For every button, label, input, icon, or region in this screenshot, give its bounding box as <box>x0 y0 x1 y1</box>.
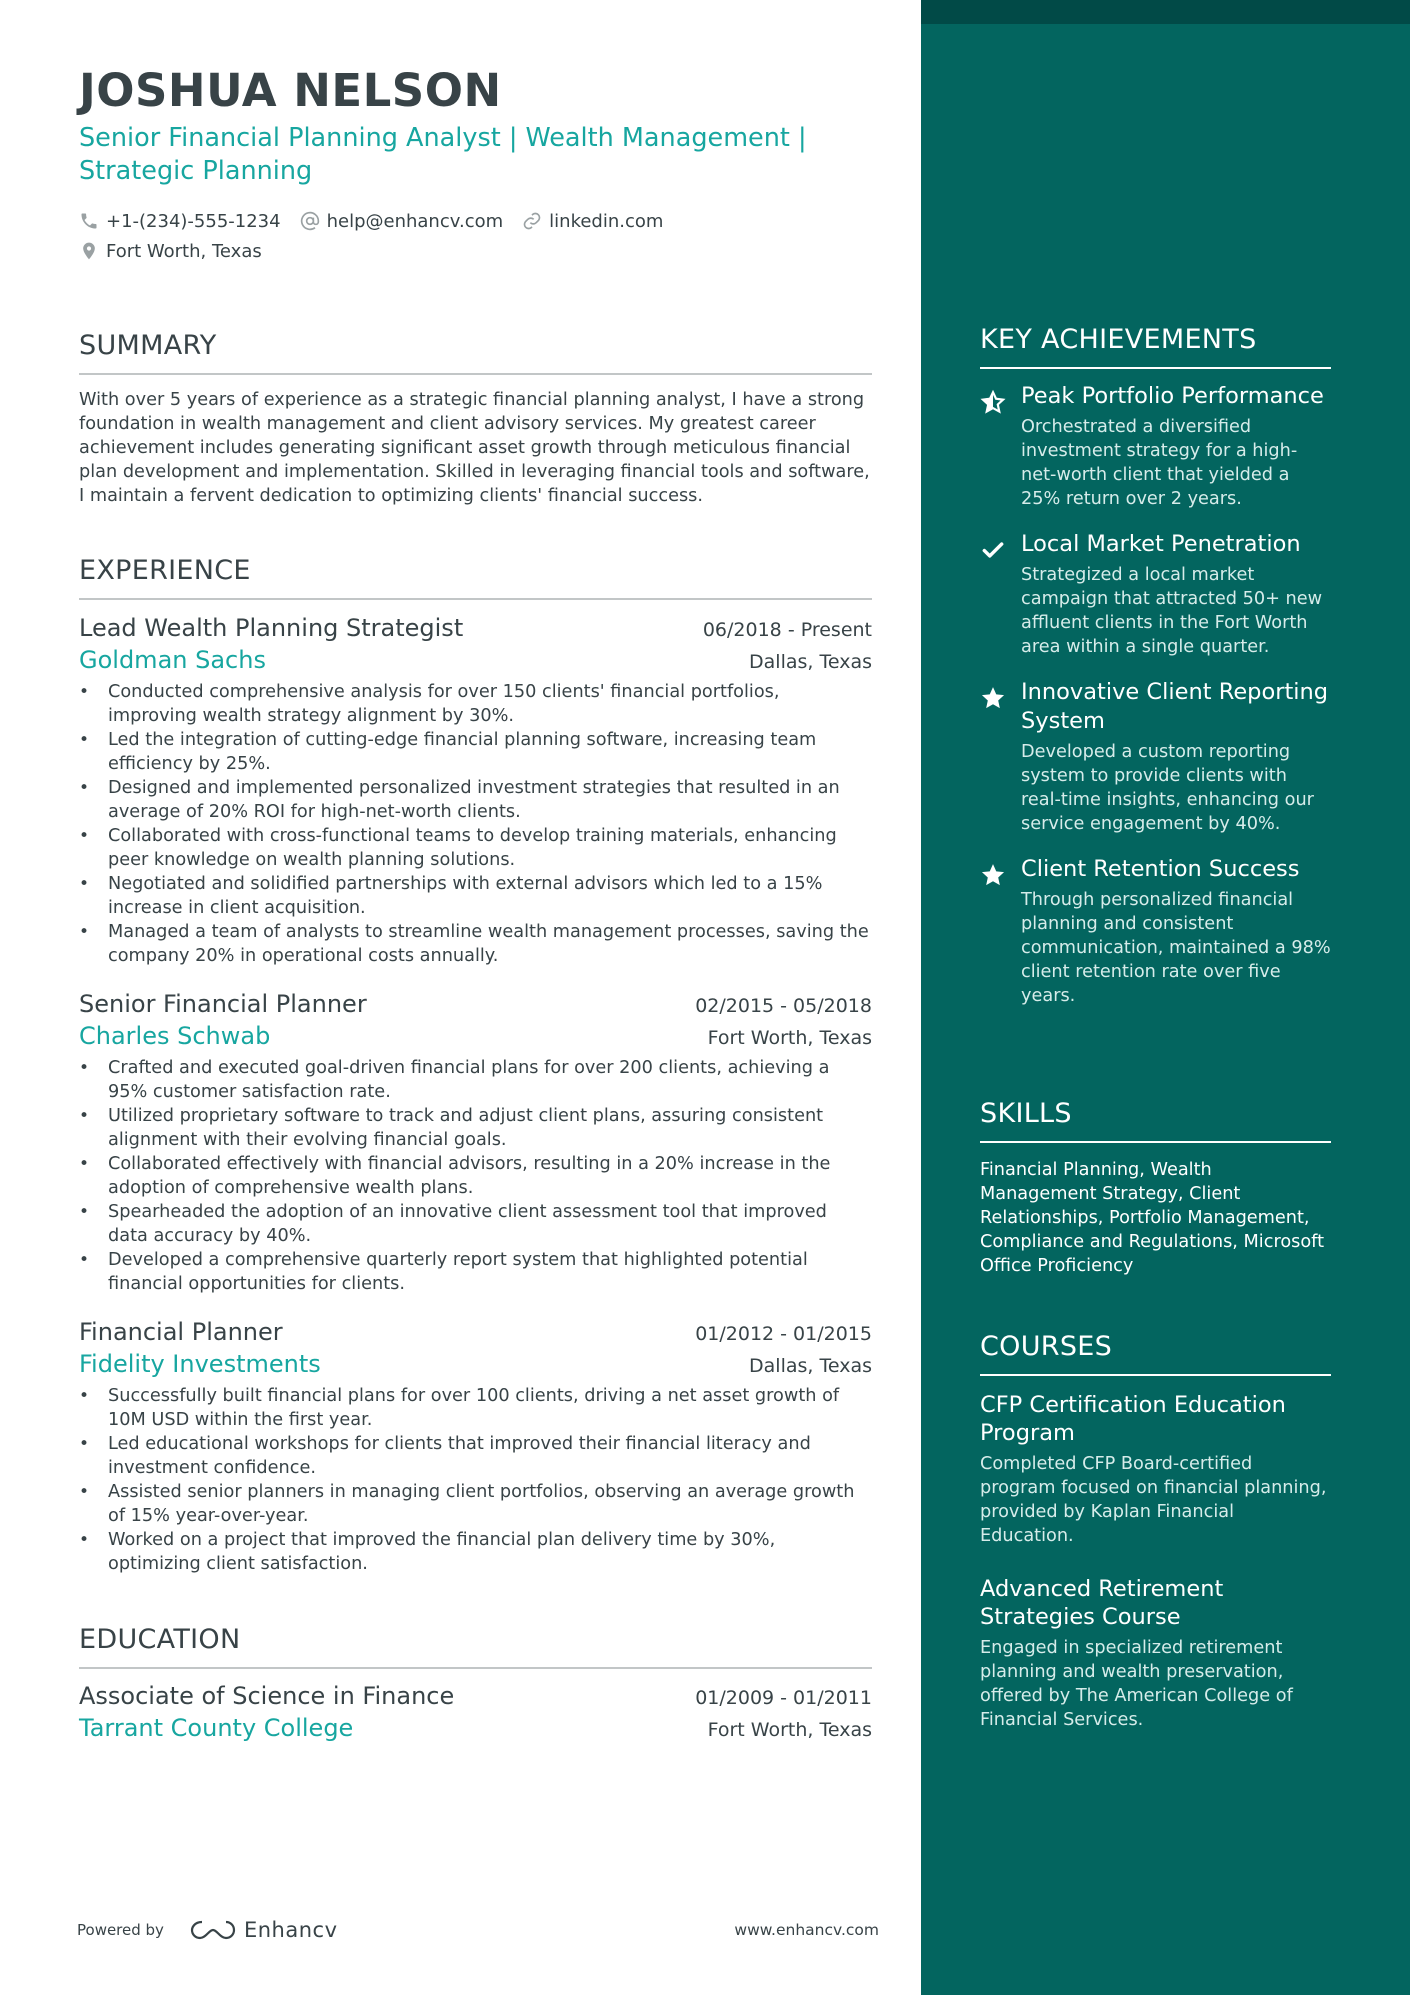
degree-title: Associate of Science in Finance <box>79 1682 455 1710</box>
contact-phone[interactable] <box>79 211 281 232</box>
job-list <box>79 612 872 1576</box>
main-column <box>79 62 872 1744</box>
contact-location <box>79 241 262 262</box>
achievements-title: KEY ACHIEVEMENTS <box>980 322 1331 369</box>
experience-section <box>79 553 872 1576</box>
skills-section <box>980 1096 1331 1278</box>
job-title: Financial Planner <box>79 1318 283 1346</box>
footer <box>77 1912 879 1948</box>
job-location: Dallas, Texas <box>749 1355 872 1377</box>
achievement-description: Strategized a local market campaign that attracted 50+ new affluent clients in the Fort Worth area within a single quarter. <box>1021 565 1323 657</box>
achievement-description: Developed a custom reporting system to provide clients with real-time insights, enhancing our service engagement by 40%. <box>1021 742 1314 834</box>
bullet-item: • Assisted senior planners in managing client portfolios, observing an average growth of 15% year-over-year. <box>79 1480 872 1528</box>
education-entry <box>79 1680 872 1744</box>
summary-title: SUMMARY <box>79 328 872 375</box>
job-title: Lead Wealth Planning Strategist <box>79 614 464 642</box>
phone-icon <box>79 211 99 231</box>
job-bullets <box>79 680 872 968</box>
enhancv-logo-icon <box>190 1918 236 1942</box>
company-name: Goldman Sachs <box>79 646 266 674</box>
experience-title: EXPERIENCE <box>79 553 872 600</box>
achievements-section <box>980 322 1331 1008</box>
email-text: help@enhancv.com <box>326 210 504 232</box>
company-name: Charles Schwab <box>79 1022 271 1050</box>
at-sign-icon <box>300 211 320 231</box>
candidate-headline: Senior Financial Planning Analyst | Wealth Management | Strategic Planning <box>79 123 807 186</box>
phone-text: +1-(234)-555-1234 <box>106 210 281 232</box>
job-location: Dallas, Texas <box>749 651 872 673</box>
job-entry <box>79 988 872 1296</box>
achievement-title: Innovative Client Reporting System <box>1021 679 1329 734</box>
job-dates: 02/2015 - 05/2018 <box>695 995 872 1017</box>
website-link[interactable]: www.enhancv.com <box>734 1921 879 1939</box>
enhancv-brand-text: Enhancv <box>243 1918 338 1942</box>
education-section <box>79 1622 872 1744</box>
contact-email[interactable] <box>300 211 504 232</box>
job-location: Fort Worth, Texas <box>707 1027 872 1049</box>
courses-section <box>980 1329 1331 1732</box>
bullet-item: • Negotiated and solidified partnerships with external advisors which led to a 15% increase in client acquisition. <box>79 872 872 920</box>
education-dates: 01/2009 - 01/2011 <box>695 1687 872 1709</box>
education-title: EDUCATION <box>79 1622 872 1669</box>
course-item <box>980 1575 1331 1732</box>
achievement-item <box>980 855 1331 1008</box>
bullet-item: • Developed a comprehensive quarterly report system that highlighted potential financial opportunities for clients. <box>79 1248 872 1296</box>
course-list <box>980 1391 1331 1732</box>
bullet-item: • Utilized proprietary software to track and adjust client plans, assuring consistent alignment with their evolving financial goals. <box>79 1104 872 1152</box>
summary-text: With over 5 years of experience as a strategic financial planning analyst, I have a strong foundation in wealth management and client advisory services. My greatest career achievement includes generating significant asset growth through meticulous financial plan development and implementation. Skilled in leveraging financial tools and software, I maintain a fervent dedication to optimizing clients' financial success. <box>79 390 870 506</box>
education-location: Fort Worth, Texas <box>707 1719 872 1741</box>
achievement-title: Client Retention Success <box>1021 856 1300 882</box>
bullet-item: • Crafted and executed goal-driven financial plans for over 200 clients, achieving a 95% customer satisfaction rate. <box>79 1056 872 1104</box>
achievement-item <box>980 382 1331 511</box>
summary-section <box>79 328 872 508</box>
course-title: Advanced Retirement Strategies Course <box>980 1576 1224 1630</box>
school-name: Tarrant County College <box>79 1714 354 1742</box>
job-bullets <box>79 1056 872 1296</box>
course-item <box>980 1391 1331 1548</box>
star-icon <box>980 855 1021 1008</box>
job-entry <box>79 612 872 968</box>
course-title: CFP Certification Education Program <box>980 1392 1286 1446</box>
achievement-item <box>980 530 1331 659</box>
skills-title: SKILLS <box>980 1096 1331 1143</box>
bullet-item: • Successfully built financial plans for over 100 clients, driving a net asset growth of 10M USD within the first year. <box>79 1384 872 1432</box>
location-text: Fort Worth, Texas <box>106 240 262 262</box>
contact-linkedin[interactable] <box>522 211 663 232</box>
achievement-title: Peak Portfolio Performance <box>1021 383 1324 409</box>
linkedin-text: linkedin.com <box>549 210 664 232</box>
course-description: Engaged in specialized retirement planning and wealth preservation, offered by The American College of Financial Services. <box>980 1638 1293 1730</box>
bullet-item: • Conducted comprehensive analysis for over 150 clients' financial portfolios, improving wealth strategy alignment by 30%. <box>79 680 872 728</box>
bullet-item: • Collaborated with cross-functional teams to develop training materials, enhancing peer knowledge on wealth planning solutions. <box>79 824 872 872</box>
achievement-item <box>980 678 1331 836</box>
link-icon <box>522 211 542 231</box>
achievement-title: Local Market Penetration <box>1021 531 1301 557</box>
achievement-description: Orchestrated a diversified investment strategy for a high-net-worth client that yielded a 25% return over 2 years. <box>1021 417 1298 509</box>
bullet-item: • Designed and implemented personalized investment strategies that resulted in an average of 20% ROI for high-net-worth clients. <box>79 776 872 824</box>
bullet-item: • Led the integration of cutting-edge financial planning software, increasing team efficiency by 25%. <box>79 728 872 776</box>
bullet-item: • Led educational workshops for clients that improved their financial literacy and investment confidence. <box>79 1432 872 1480</box>
achievement-description: Through personalized financial planning and consistent communication, maintained a 98% client retention rate over five years. <box>1021 890 1331 1006</box>
bullet-item: • Collaborated effectively with financial advisors, resulting in a 20% increase in the adoption of comprehensive wealth plans. <box>79 1152 872 1200</box>
achievement-list <box>980 382 1331 1008</box>
company-name: Fidelity Investments <box>79 1350 321 1378</box>
job-bullets <box>79 1384 872 1576</box>
course-description: Completed CFP Board-certified program focused on financial planning, provided by Kaplan Financial Education. <box>980 1454 1327 1546</box>
job-title: Senior Financial Planner <box>79 990 367 1018</box>
job-dates: 01/2012 - 01/2015 <box>695 1323 872 1345</box>
job-dates: 06/2018 - Present <box>702 619 872 641</box>
star-half-icon <box>980 382 1021 511</box>
bullet-item: • Worked on a project that improved the financial plan delivery time by 30%, optimizing client satisfaction. <box>79 1528 872 1576</box>
courses-title: COURSES <box>980 1329 1331 1376</box>
checkmark-icon <box>980 530 1021 659</box>
star-icon <box>980 678 1021 836</box>
contact-info <box>79 206 872 266</box>
bullet-item: • Spearheaded the adoption of an innovative client assessment tool that improved data accuracy by 40%. <box>79 1200 872 1248</box>
powered-by-text: Powered by <box>77 1921 164 1939</box>
job-entry <box>79 1316 872 1576</box>
location-pin-icon <box>79 241 99 261</box>
skills-text: Financial Planning, Wealth Management Strategy, Client Relationships, Portfolio Management, Compliance and Regulations, Microsoft Office Proficiency <box>980 1160 1325 1276</box>
bullet-item: • Managed a team of analysts to streamline wealth management processes, saving the company 20% in operational costs annually. <box>79 920 872 968</box>
sidebar-top-band <box>921 0 1410 24</box>
candidate-name: JOSHUA NELSON <box>79 64 502 117</box>
